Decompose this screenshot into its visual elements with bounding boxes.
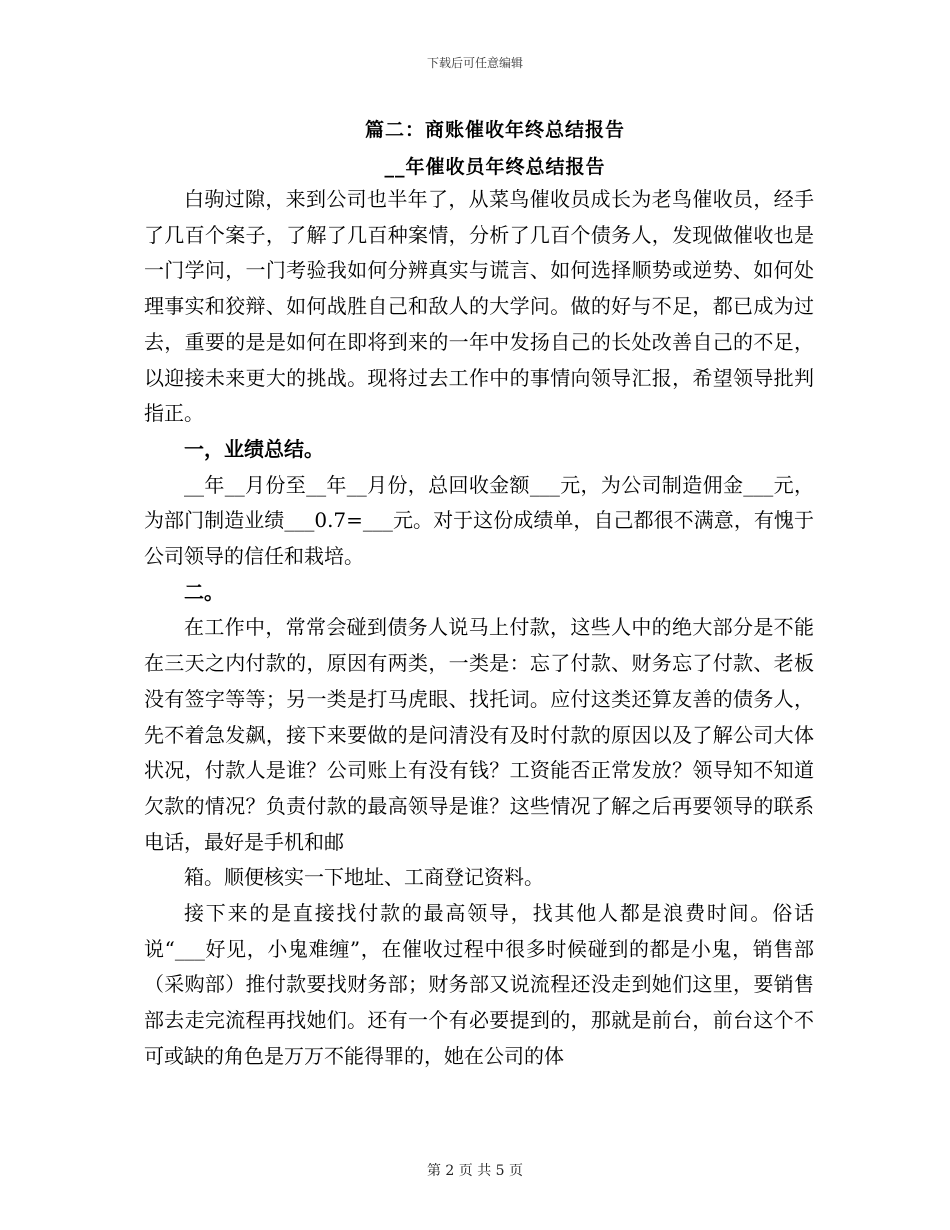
- paragraph: __年__月份至__年__月份，总回收金额___元，为公司制造佣金___元，为部门制造业绩___0.7=___元。对于这份成绩单，自己都很不满意，有愧于公司领导的信任和栽培。: [144, 472, 814, 569]
- section-heading: 一，业绩总结。: [184, 436, 324, 461]
- download-note: 下载后可任意编辑: [426, 56, 523, 70]
- paragraph: 白驹过隙，来到公司也半年了，从菜鸟催收员成长为老鸟催收员，经手了几百个案子，了解了几百种案情，分析了几百个债务人，发现做催收也是一门学问，一门考验我如何分辨真实与谎言、如何选择顺势或逆势、如何处理事实和狡辩、如何战胜自己和敌人的大学问。做的好与不足，都已成为过去，重要的是是如何在即将到来的一年中发扬自己的长处改善自己的不足，以迎接未来更大的挑战。现将过去工作中的事情向领导汇报，希望领导批判指正。: [144, 187, 814, 426]
- section-heading: 二。: [184, 579, 224, 604]
- page-title: 篇二：商账催收年终总结报告: [364, 119, 625, 141]
- page-number: 第 2 页 共 5 页: [426, 1163, 524, 1179]
- paragraph: 接下来的是直接找付款的最高领导，找其他人都是浪费时间。俗话说“___好见，小鬼难缠”，在催收过程中很多时候碰到的都是小鬼，销售部（采购部）推付款要找财务部；财务部又说流程还没走到她们这里，要销售部去走完流程再找她们。还有一个有必要提到的，那就是前台，前台这个不可或缺的角色是万万不能得罪的，她在公司的体: [144, 901, 814, 1068]
- page-subtitle: __年催收员年终总结报告: [384, 156, 606, 178]
- paragraph: 箱。顺便核实一下地址、工商登记资料。: [184, 865, 544, 890]
- paragraph: 在工作中，常常会碰到债务人说马上付款，这些人中的绝大部分是不能在三天之内付款的，原因有两类，一类是：忘了付款、财务忘了付款、老板没有签字等等；另一类是打马虎眼、找托词。应付这类还算友善的债务人，先不着急发飙，接下来要做的是问清没有及时付款的原因以及了解公司大体状况，付款人是谁？公司账上有没有钱？工资能否正常发放？领导知不知道欠款的情况？负责付款的最高领导是谁？这些情况了解之后再要领导的联系电话，最好是手机和邮: [144, 615, 814, 854]
- document-body: [144, 182, 814, 1075]
